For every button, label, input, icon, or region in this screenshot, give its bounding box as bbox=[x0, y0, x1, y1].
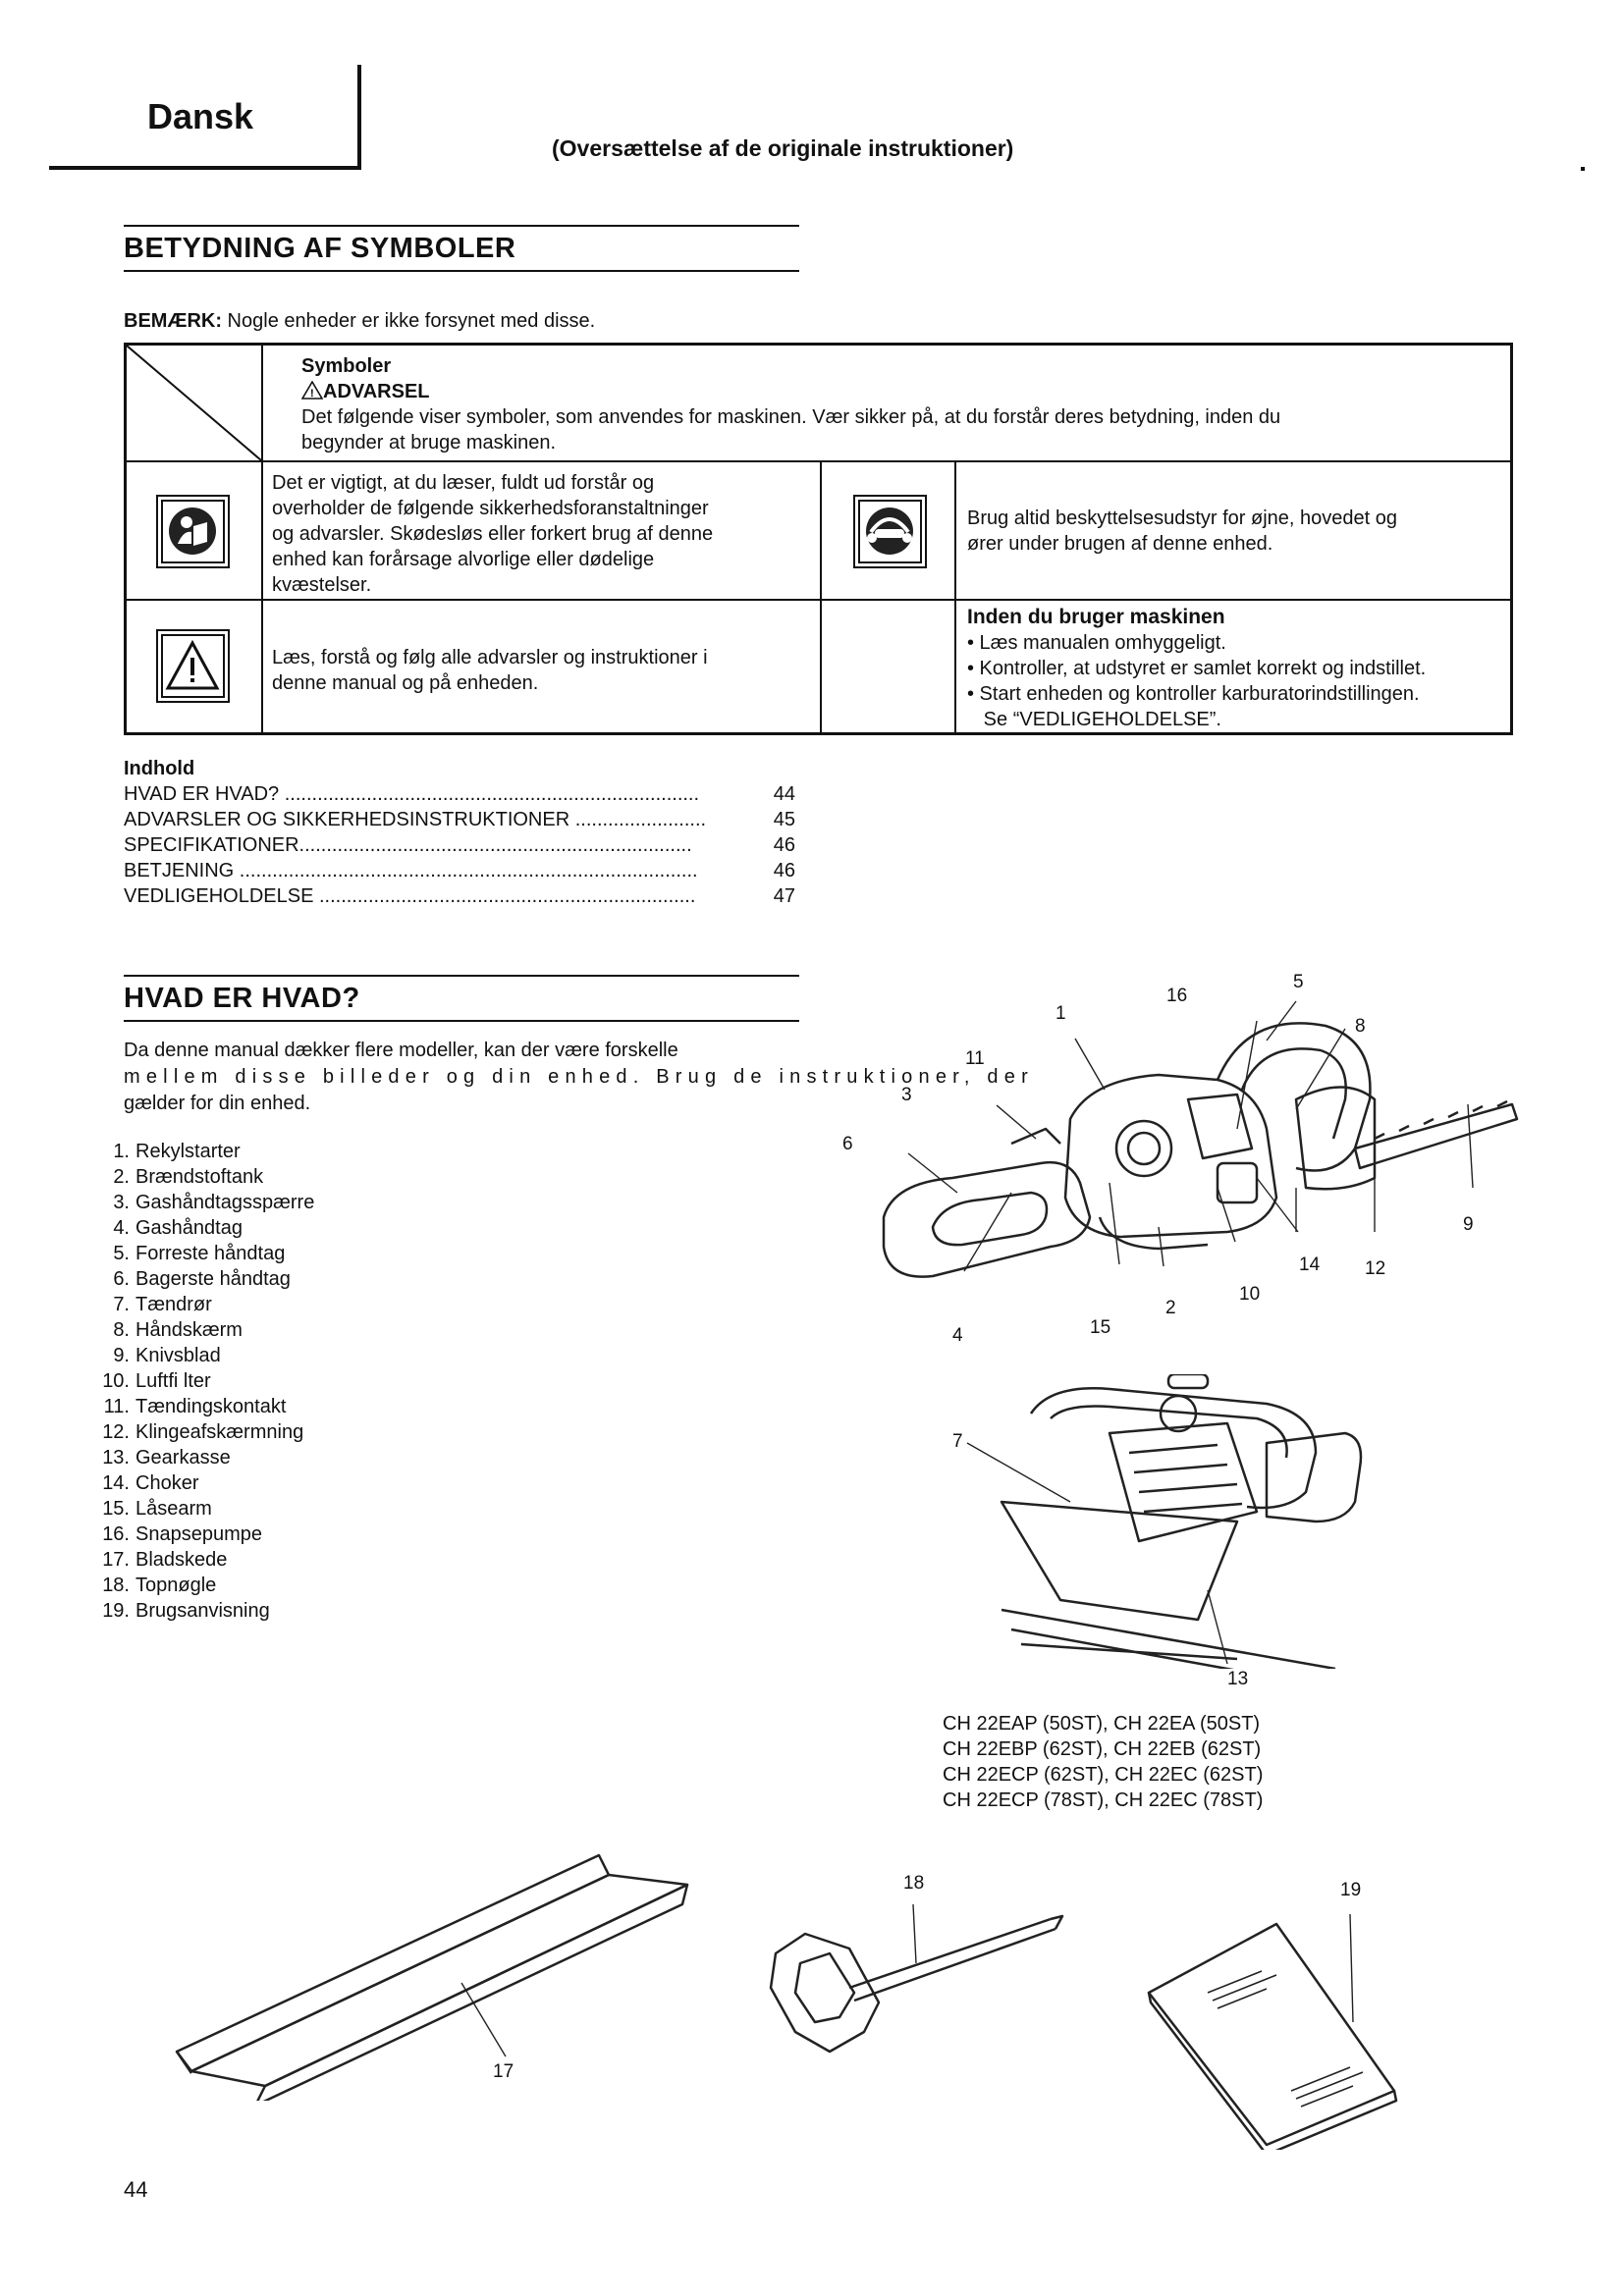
parts-list bbox=[88, 1139, 314, 1624]
row1-left-line: Det er vigtigt, at du læser, fuldt ud forstår og bbox=[272, 472, 655, 494]
callout-label: 19 bbox=[1340, 1880, 1362, 1900]
warning-label: ADVARSEL bbox=[323, 381, 430, 402]
section-rule-bottom bbox=[124, 1020, 799, 1022]
row2-right-title: Inden du bruger maskinen bbox=[967, 606, 1225, 628]
part-number: 7. bbox=[113, 1294, 130, 1315]
part-number: 1. bbox=[113, 1141, 130, 1162]
callout-label: 3 bbox=[901, 1085, 912, 1105]
row2-right-line: Se “VEDLIGEHOLDELSE”. bbox=[967, 709, 1221, 730]
part-name: Brændstoftank bbox=[135, 1166, 264, 1188]
svg-text:!: ! bbox=[310, 388, 314, 400]
contents-item-label: ADVARSLER OG SIKKERHEDSINSTRUKTIONER ........................ bbox=[124, 809, 707, 830]
engine-detail-illustration bbox=[943, 1374, 1434, 1669]
part-name: Tændingskontakt bbox=[135, 1396, 287, 1417]
list-item bbox=[88, 1547, 314, 1573]
part-number: 3. bbox=[113, 1192, 130, 1213]
model-line: CH 22EAP (50ST), CH 22EA (50ST) bbox=[943, 1713, 1261, 1735]
part-name: Brugsanvisning bbox=[135, 1600, 270, 1622]
warning-triangle-icon bbox=[156, 629, 230, 703]
contents-item bbox=[124, 781, 795, 807]
list-item bbox=[88, 1598, 314, 1624]
part-number: 8. bbox=[113, 1319, 130, 1341]
part-number: 4. bbox=[113, 1217, 130, 1239]
symbols-table bbox=[124, 343, 1513, 735]
row2-right-line: • Læs manualen omhyggeligt. bbox=[967, 632, 1226, 654]
part-name: Håndskærm bbox=[135, 1319, 243, 1341]
row1-left-line: kvæstelser. bbox=[272, 574, 372, 596]
callout-label: 15 bbox=[1090, 1317, 1111, 1338]
list-item bbox=[88, 1368, 314, 1394]
part-name: Gashåndtag bbox=[135, 1217, 243, 1239]
list-item bbox=[88, 1317, 314, 1343]
list-item bbox=[88, 1394, 314, 1419]
part-number: 10. bbox=[102, 1370, 130, 1392]
part-number: 9. bbox=[113, 1345, 130, 1366]
callout-label: 10 bbox=[1239, 1284, 1261, 1305]
contents-item-label: HVAD ER HVAD? ............................................................................ bbox=[124, 783, 700, 805]
translation-note: (Oversættelse af de originale instruktioner) bbox=[552, 135, 1014, 161]
page-number: 44 bbox=[124, 2177, 148, 2202]
part-number: 6. bbox=[113, 1268, 130, 1290]
section-rule-top bbox=[124, 975, 799, 977]
language-label: Dansk bbox=[147, 96, 254, 136]
model-line: CH 22ECP (62ST), CH 22EC (62ST) bbox=[943, 1764, 1264, 1786]
part-name: Luftfi lter bbox=[135, 1370, 211, 1392]
row1-left-line: enhed kan forårsage alvorlige eller dødelige bbox=[272, 549, 655, 570]
list-item bbox=[88, 1292, 314, 1317]
row1-right-line: Brug altid beskyttelsesudstyr for øjne, hovedet og bbox=[967, 507, 1398, 529]
row2-right-line: • Kontroller, at udstyret er samlet korrekt og indstillet. bbox=[967, 658, 1427, 679]
contents-item-page: 46 bbox=[773, 860, 795, 881]
contents-item bbox=[124, 832, 795, 858]
callout-label: 18 bbox=[903, 1873, 925, 1894]
list-item bbox=[88, 1573, 314, 1598]
part-number: 15. bbox=[102, 1498, 130, 1520]
row1-left-line: overholder de følgende sikkerhedsforanstaltninger bbox=[272, 498, 709, 519]
callout-label: 6 bbox=[842, 1134, 853, 1154]
callout-label: 2 bbox=[1165, 1298, 1176, 1318]
contents-item bbox=[124, 807, 795, 832]
protective-gear-icon bbox=[853, 495, 927, 568]
list-item bbox=[88, 1139, 314, 1164]
symbols-header-line2: begynder at bruge maskinen. bbox=[301, 432, 557, 454]
list-item bbox=[88, 1470, 314, 1496]
list-item bbox=[88, 1266, 314, 1292]
part-name: Rekylstarter bbox=[135, 1141, 241, 1162]
part-number: 18. bbox=[102, 1575, 130, 1596]
callout-label: 13 bbox=[1227, 1669, 1249, 1689]
list-item bbox=[88, 1445, 314, 1470]
callout-label: 11 bbox=[965, 1048, 985, 1069]
callout-label: 9 bbox=[1463, 1214, 1474, 1235]
list-item bbox=[88, 1343, 314, 1368]
contents-item-label: SPECIFIKATIONER........................................................................ bbox=[124, 834, 692, 856]
spark-plug-wrench-illustration bbox=[756, 1895, 1070, 2081]
corner-diagonal bbox=[127, 346, 262, 461]
read-manual-icon bbox=[156, 495, 230, 568]
row2-right-line: • Start enheden og kontroller karburatorindstillingen. bbox=[967, 683, 1420, 705]
blade-sheath-illustration bbox=[167, 1845, 697, 2101]
note-label: BEMÆRK: bbox=[124, 310, 222, 332]
part-name: Knivsblad bbox=[135, 1345, 221, 1366]
row1-left-text bbox=[272, 470, 713, 598]
contents-item-page: 45 bbox=[773, 809, 795, 830]
intro-line: mellem disse billeder og din enhed. Brug de instruktioner, der bbox=[124, 1066, 1034, 1088]
symbols-section-title: BETYDNING AF SYMBOLER bbox=[124, 233, 516, 264]
row2-right-text bbox=[967, 630, 1426, 732]
part-number: 13. bbox=[102, 1447, 130, 1468]
intro-line: gælder for din enhed. bbox=[124, 1093, 311, 1114]
list-item bbox=[88, 1190, 314, 1215]
list-item bbox=[88, 1215, 314, 1241]
row1-right-line: ører under brugen af denne enhed. bbox=[967, 533, 1273, 555]
part-number: 16. bbox=[102, 1523, 130, 1545]
part-name: Bagerste håndtag bbox=[135, 1268, 291, 1290]
part-number: 2. bbox=[113, 1166, 130, 1188]
corner-dot bbox=[1581, 167, 1585, 171]
list-item bbox=[88, 1419, 314, 1445]
part-name: Gashåndtagsspærre bbox=[135, 1192, 315, 1213]
part-name: Forreste håndtag bbox=[135, 1243, 286, 1264]
symbols-header-title: Symboler bbox=[301, 355, 392, 377]
symbols-header-line1: Det følgende viser symboler, som anvendes for maskinen. Vær sikker på, at du forstår deres betydning, inden du bbox=[301, 406, 1281, 428]
part-number: 17. bbox=[102, 1549, 130, 1571]
contents-item-page: 46 bbox=[773, 834, 795, 856]
contents-item-label: VEDLIGEHOLDELSE ..................................................................... bbox=[124, 885, 696, 907]
part-name: Topnøgle bbox=[135, 1575, 217, 1596]
part-name: Bladskede bbox=[135, 1549, 228, 1571]
model-list bbox=[943, 1711, 1263, 1813]
part-name: Choker bbox=[135, 1472, 199, 1494]
instruction-manual-illustration bbox=[1129, 1895, 1434, 2150]
section-rule-bottom bbox=[124, 270, 799, 272]
callout-label: 12 bbox=[1365, 1258, 1386, 1279]
note-text: Nogle enheder er ikke forsynet med disse. bbox=[222, 310, 596, 332]
part-number: 12. bbox=[102, 1421, 130, 1443]
contents-item bbox=[124, 858, 795, 883]
list-item bbox=[88, 1241, 314, 1266]
part-number: 5. bbox=[113, 1243, 130, 1264]
callout-label: 7 bbox=[952, 1431, 963, 1452]
row1-right-text bbox=[967, 506, 1397, 557]
contents-item-label: BETJENING .................................................................................... bbox=[124, 860, 698, 881]
contents-title: Indhold bbox=[124, 758, 195, 779]
contents-item bbox=[124, 883, 795, 909]
callout-label: 4 bbox=[952, 1325, 963, 1346]
list-item bbox=[88, 1522, 314, 1547]
intro-line: Da denne manual dækker flere modeller, kan der være forskelle bbox=[124, 1040, 678, 1061]
section-rule-top bbox=[124, 225, 799, 227]
callout-label: 16 bbox=[1166, 986, 1188, 1006]
part-name: Låsearm bbox=[135, 1498, 212, 1520]
warning-small-icon bbox=[301, 381, 323, 400]
part-name: Klingeafskærmning bbox=[135, 1421, 304, 1443]
list-item bbox=[88, 1496, 314, 1522]
row1-left-line: og advarsler. Skødesløs eller forkert brug af denne bbox=[272, 523, 714, 545]
part-name: Tændrør bbox=[135, 1294, 212, 1315]
model-line: CH 22ECP (78ST), CH 22EC (78ST) bbox=[943, 1789, 1264, 1811]
row2-left-text bbox=[272, 645, 708, 696]
warning-label-row bbox=[301, 379, 430, 404]
callout-label: 14 bbox=[1299, 1255, 1321, 1275]
part-number: 19. bbox=[102, 1600, 130, 1622]
hedge-trimmer-illustration bbox=[864, 982, 1551, 1355]
callout-label: 5 bbox=[1293, 972, 1304, 992]
model-line: CH 22EBP (62ST), CH 22EB (62ST) bbox=[943, 1738, 1262, 1760]
part-name: Snapsepumpe bbox=[135, 1523, 262, 1545]
row2-left-line: Læs, forstå og følg alle advarsler og instruktioner i bbox=[272, 647, 708, 668]
part-number: 14. bbox=[102, 1472, 130, 1494]
list-item bbox=[88, 1164, 314, 1190]
callout-label: 8 bbox=[1355, 1016, 1366, 1037]
contents-item-page: 44 bbox=[773, 783, 795, 805]
row2-left-line: denne manual og på enheden. bbox=[272, 672, 539, 694]
symbols-note bbox=[124, 310, 595, 333]
callout-label: 1 bbox=[1056, 1003, 1066, 1024]
callout-label: 17 bbox=[493, 2061, 514, 2082]
contents bbox=[124, 756, 795, 909]
part-number: 11. bbox=[103, 1396, 130, 1417]
whatis-section-title: HVAD ER HVAD? bbox=[124, 983, 360, 1014]
contents-item-page: 47 bbox=[773, 885, 795, 907]
part-name: Gearkasse bbox=[135, 1447, 231, 1468]
